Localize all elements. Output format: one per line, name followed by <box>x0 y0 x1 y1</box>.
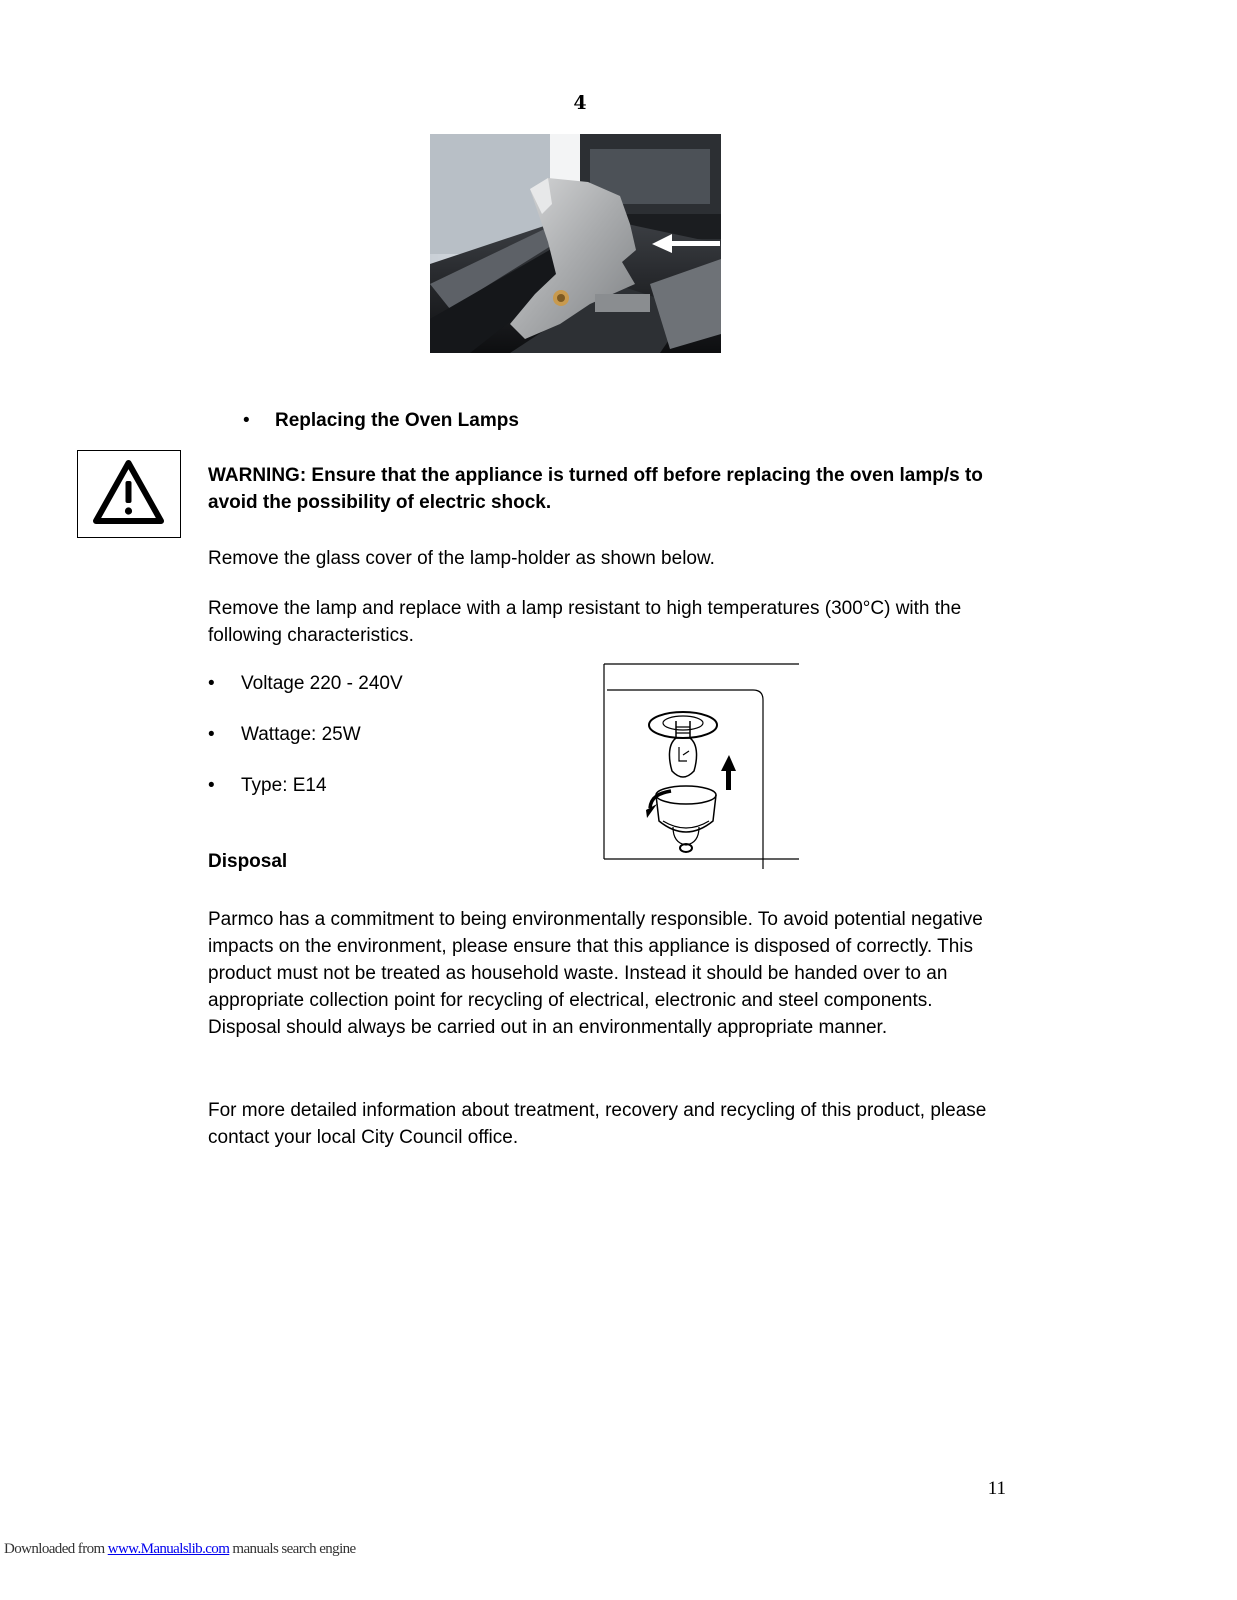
spec-item-text: Voltage 220 - 240V <box>241 673 403 694</box>
footer-suffix: manuals search engine <box>229 1541 356 1557</box>
warning-icon-box <box>77 450 181 538</box>
oven-door-hinge-photo <box>430 134 721 353</box>
footer-prefix: Downloaded from <box>4 1541 108 1557</box>
disposal-paragraph-1: Parmco has a commitment to being environmentally responsible. To avoid potential negative impacts on the environment, please ensure that this appliance is disposed of correctly. This product must not be treated as household waste. Instead it should be handed over to an appropriate collection point for recycling of electrical, electronic and steel components. Disposal should always be carried out in an environmentally appropriate manner. <box>208 909 983 1038</box>
spec-item-text: Type: E14 <box>241 775 327 796</box>
disposal-heading: Disposal <box>208 851 288 872</box>
bullet-dot-icon: • <box>208 775 215 796</box>
warning-text: WARNING: Ensure that the appliance is turned off before replacing the oven lamp/s to avoid the possibility of electric shock. <box>208 465 983 513</box>
page-number: 11 <box>987 1478 1006 1499</box>
instruction-1: Remove the glass cover of the lamp-holder as shown below. <box>208 548 715 569</box>
spec-item-text: Wattage: 25W <box>241 724 361 745</box>
spec-item <box>208 775 327 797</box>
manualslib-link[interactable]: www.Manualslib.com <box>107 1541 230 1557</box>
spec-item <box>208 724 361 746</box>
step-number: 4 <box>573 92 587 114</box>
warning-triangle-icon <box>78 451 179 536</box>
oven-lamp-replacement-diagram <box>603 663 801 871</box>
instruction-2: Remove the lamp and replace with a lamp resistant to high temperatures (300°C) with the following characteristics. <box>208 598 962 646</box>
bullet-dot-icon: • <box>243 410 250 431</box>
disposal-paragraph-2: For more detailed information about treatment, recovery and recycling of this product, please contact your local City Council office. <box>208 1100 987 1148</box>
bullet-dot-icon: • <box>208 724 215 745</box>
spec-item <box>208 673 403 695</box>
lamps-heading-text: Replacing the Oven Lamps <box>275 410 519 431</box>
lamps-heading <box>243 410 519 432</box>
bullet-dot-icon: • <box>208 673 215 694</box>
download-footer <box>4 1541 356 1558</box>
